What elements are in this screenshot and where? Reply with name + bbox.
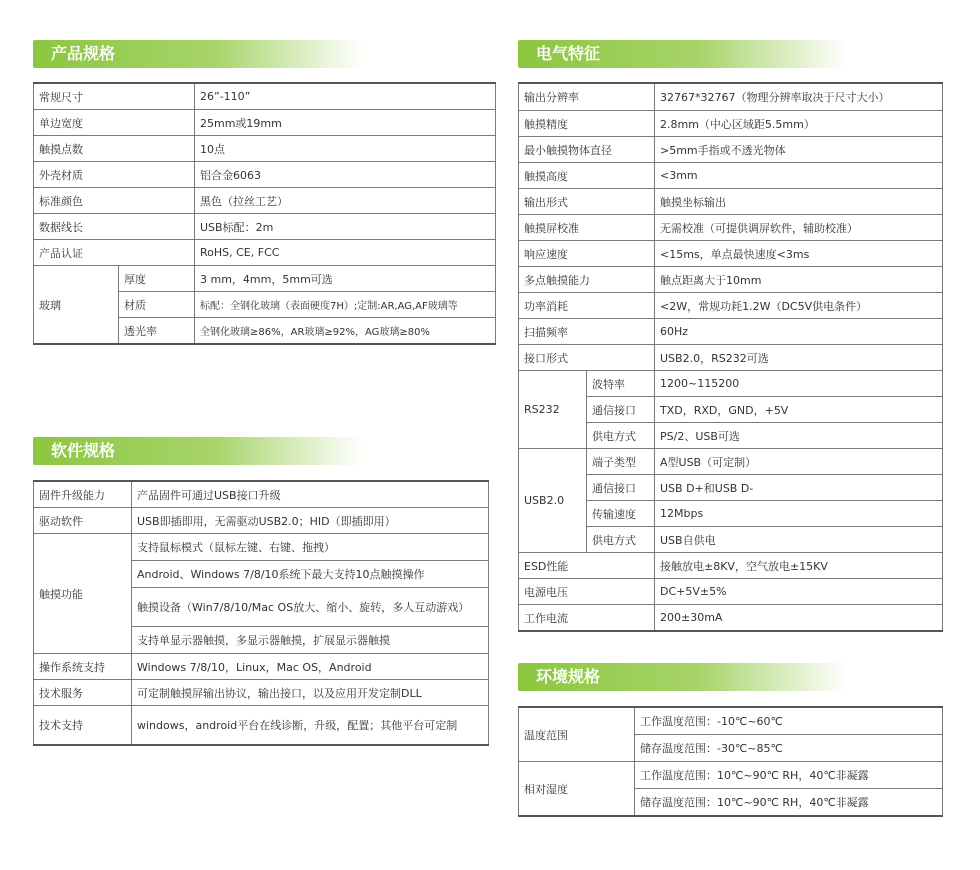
row-value: <2W，常规功耗1.2W（DC5V供电条件）	[655, 293, 943, 319]
table-row	[519, 293, 943, 319]
row-label: 接口形式	[519, 345, 655, 371]
temperature-label: 温度范围	[519, 707, 635, 762]
row-value: 接触放电±8KV，空气放电±15KV	[655, 553, 943, 579]
table-row	[34, 534, 489, 561]
row-label: 产品认证	[34, 240, 195, 266]
environment-spec-title: 环境规格	[536, 667, 601, 686]
row-value: 产品固件可通过USB接口升级	[132, 481, 489, 508]
table-row	[519, 345, 943, 371]
table-row	[519, 241, 943, 267]
row-label: 标准颜色	[34, 188, 195, 214]
row-label: 单边宽度	[34, 110, 195, 136]
environment-spec-table	[518, 706, 943, 817]
row-sublabel: 传输速度	[587, 501, 655, 527]
row-value: 支持鼠标模式（鼠标左键、右键、拖拽）	[132, 534, 489, 561]
software-spec-title: 软件规格	[51, 441, 116, 460]
product-spec-title: 产品规格	[51, 44, 116, 63]
row-value: 储存温度范围：-30℃~85℃	[635, 735, 943, 762]
table-row	[34, 83, 496, 110]
table-row	[519, 579, 943, 605]
row-value: 标配：全钢化玻璃（表面硬度7H）;定制:AR,AG,AF玻璃等	[195, 292, 496, 318]
product-spec-header	[33, 40, 363, 68]
row-label: 技术服务	[34, 680, 132, 706]
row-value: USB自供电	[655, 527, 943, 553]
row-sublabel: 材质	[119, 292, 195, 318]
row-value: <3mm	[655, 163, 943, 189]
row-value: 可定制触摸屏输出协议，输出接口，以及应用开发定制DLL	[132, 680, 489, 706]
row-label: 固件升级能力	[34, 481, 132, 508]
usb-label: USB2.0	[519, 449, 587, 553]
table-row	[519, 371, 943, 397]
row-value: 26”-110”	[195, 83, 496, 110]
row-value: 60Hz	[655, 319, 943, 345]
row-value: 工作温度范围：-10℃~60℃	[635, 707, 943, 735]
row-label: 响应速度	[519, 241, 655, 267]
table-row	[34, 240, 496, 266]
row-value: 触摸坐标输出	[655, 189, 943, 215]
row-value: 支持单显示器触摸，多显示器触摸，扩展显示器触摸	[132, 627, 489, 654]
table-row	[34, 188, 496, 214]
environment-spec-header	[518, 663, 848, 691]
row-sublabel: 供电方式	[587, 527, 655, 553]
row-label: ESD性能	[519, 553, 655, 579]
table-row	[34, 481, 489, 508]
humidity-label: 相对湿度	[519, 762, 635, 817]
row-value: RoHS, CE, FCC	[195, 240, 496, 266]
row-sublabel: 端子类型	[587, 449, 655, 475]
row-label: 功率消耗	[519, 293, 655, 319]
software-spec-header	[33, 437, 363, 465]
row-value: 无需校准（可提供调屏软件，辅助校准）	[655, 215, 943, 241]
row-value: 25mm或19mm	[195, 110, 496, 136]
row-label: 工作电流	[519, 605, 655, 632]
table-row	[519, 215, 943, 241]
row-label: 触摸高度	[519, 163, 655, 189]
row-label: 触摸精度	[519, 111, 655, 137]
row-label: 操作系统支持	[34, 654, 132, 680]
row-label: 技术支持	[34, 706, 132, 746]
table-row	[519, 762, 943, 789]
touch-function-label: 触摸功能	[34, 534, 132, 654]
row-label: 输出形式	[519, 189, 655, 215]
row-value: 铝合金6063	[195, 162, 496, 188]
table-row	[34, 654, 489, 680]
row-sublabel: 厚度	[119, 266, 195, 292]
row-value: USB D+和USB D-	[655, 475, 943, 501]
row-value: 12Mbps	[655, 501, 943, 527]
row-value: 触点距离大于10mm	[655, 267, 943, 293]
table-row	[34, 680, 489, 706]
row-value: windows，android平台在线诊断，升级，配置；其他平台可定制	[132, 706, 489, 746]
row-value: USB标配：2m	[195, 214, 496, 240]
row-sublabel: 通信接口	[587, 397, 655, 423]
row-value: DC+5V±5%	[655, 579, 943, 605]
table-row	[519, 189, 943, 215]
row-value: 储存温度范围：10℃~90℃ RH，40℃非凝露	[635, 789, 943, 817]
rs232-label: RS232	[519, 371, 587, 449]
table-row	[34, 266, 496, 292]
table-row	[519, 83, 943, 111]
row-label: 数据线长	[34, 214, 195, 240]
row-value: TXD，RXD，GND，+5V	[655, 397, 943, 423]
row-label: 输出分辨率	[519, 83, 655, 111]
table-row	[519, 319, 943, 345]
electrical-spec-table	[518, 82, 943, 632]
electrical-spec-title: 电气特征	[536, 44, 601, 63]
table-row	[519, 605, 943, 632]
table-row	[519, 137, 943, 163]
row-value: >5mm手指或不透光物体	[655, 137, 943, 163]
row-label: 扫描频率	[519, 319, 655, 345]
row-value: Windows 7/8/10，Linux，Mac OS，Android	[132, 654, 489, 680]
row-label: 外壳材质	[34, 162, 195, 188]
glass-label: 玻璃	[34, 266, 119, 345]
table-row	[519, 111, 943, 137]
row-sublabel: 通信接口	[587, 475, 655, 501]
row-value: 32767*32767（物理分辨率取决于尺寸大小）	[655, 83, 943, 111]
table-row	[519, 707, 943, 735]
row-value: USB即插即用，无需驱动USB2.0；HID（即插即用）	[132, 508, 489, 534]
table-row	[34, 110, 496, 136]
row-value: A型USB（可定制）	[655, 449, 943, 475]
product-spec-table	[33, 82, 496, 345]
row-label: 多点触摸能力	[519, 267, 655, 293]
row-value: 200±30mA	[655, 605, 943, 632]
table-row	[34, 162, 496, 188]
row-value: <15ms，单点最快速度<3ms	[655, 241, 943, 267]
row-label: 最小触摸物体直径	[519, 137, 655, 163]
row-sublabel: 供电方式	[587, 423, 655, 449]
row-value: USB2.0，RS232可选	[655, 345, 943, 371]
row-value: Android、Windows 7/8/10系统下最大支持10点触摸操作	[132, 561, 489, 588]
row-value: 黑色（拉丝工艺）	[195, 188, 496, 214]
table-row	[519, 163, 943, 189]
table-row	[34, 706, 489, 746]
row-value: 2.8mm（中心区域距5.5mm）	[655, 111, 943, 137]
row-label: 触摸屏校准	[519, 215, 655, 241]
row-value: 10点	[195, 136, 496, 162]
row-label: 触摸点数	[34, 136, 195, 162]
table-row	[519, 267, 943, 293]
row-value: 触摸设备（Win7/8/10/Mac OS放大、缩小、旋转，多人互动游戏）	[132, 588, 489, 627]
table-row	[34, 136, 496, 162]
electrical-spec-header	[518, 40, 848, 68]
table-row	[34, 214, 496, 240]
row-value: 1200~115200	[655, 371, 943, 397]
row-value: PS/2、USB可选	[655, 423, 943, 449]
table-row	[519, 449, 943, 475]
row-sublabel: 波特率	[587, 371, 655, 397]
software-spec-table	[33, 480, 489, 746]
row-value: 工作温度范围：10℃~90℃ RH，40℃非凝露	[635, 762, 943, 789]
row-label: 电源电压	[519, 579, 655, 605]
row-value: 全钢化玻璃≥86%，AR玻璃≥92%，AG玻璃≥80%	[195, 318, 496, 345]
table-row	[34, 508, 489, 534]
row-label: 驱动软件	[34, 508, 132, 534]
row-label: 常规尺寸	[34, 83, 195, 110]
table-row	[519, 553, 943, 579]
row-value: 3 mm，4mm，5mm可选	[195, 266, 496, 292]
row-sublabel: 透光率	[119, 318, 195, 345]
